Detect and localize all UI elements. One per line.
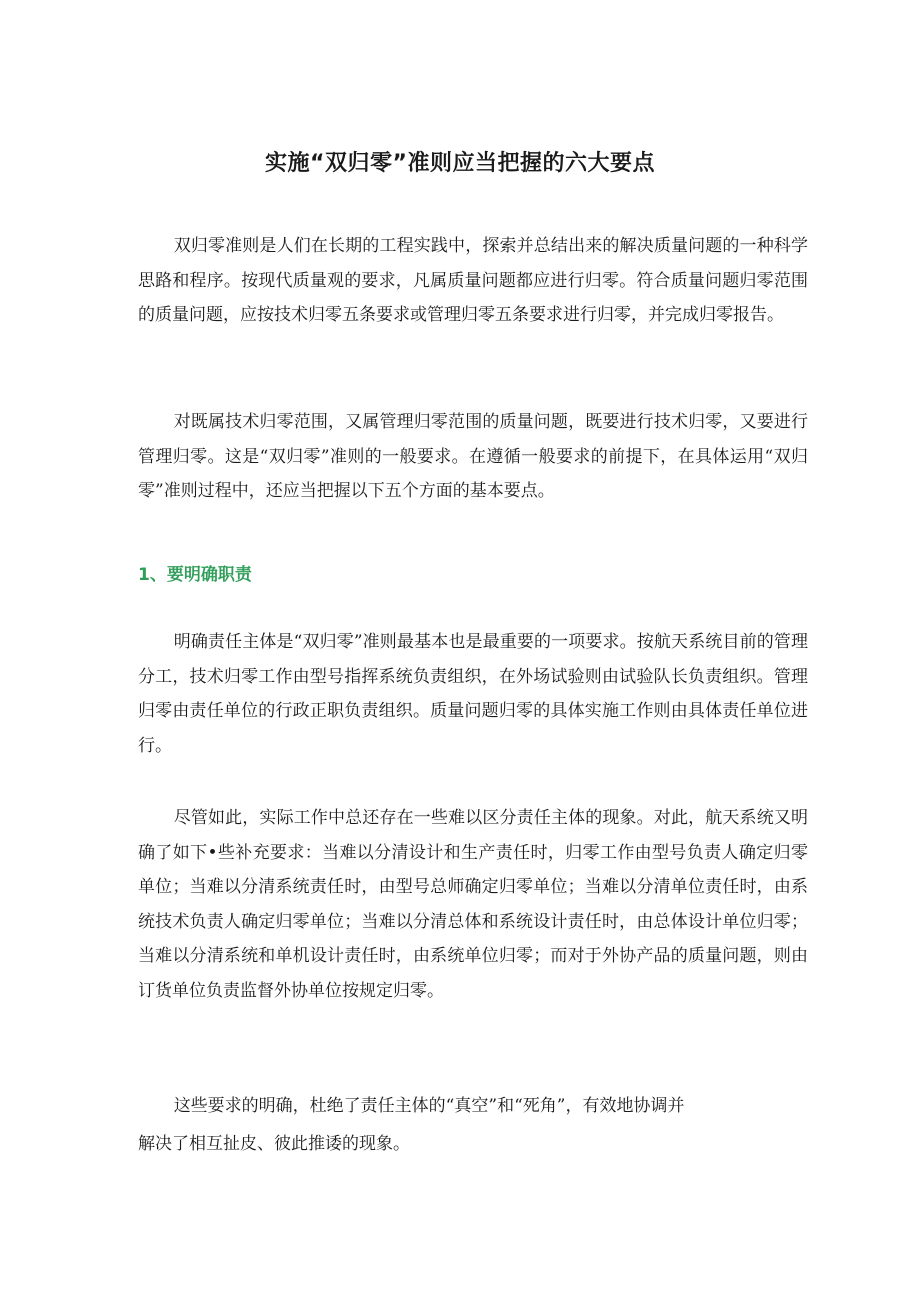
intro-paragraph-1: 双归零准则是人们在长期的工程实践中，探索并总结出来的解决质量问题的一种科学思路和程序。按现代质量观的要求，凡属质量问题都应进行归零。符合质量问题归零范围的质量问题，应按技术归零五条要求或管理归零五条要求进行归零，并完成归零报告。	[138, 236, 808, 325]
intro-paragraph-2: 对既属技术归零范围，又属管理归零范围的质量问题，既要进行技术归零，又要进行管理归零。这是“双归零”准则的一般要求。在遵循一般要求的前提下，在具体运用“双归零”准则过程中，还应当把握以下五个方面的基本要点。	[138, 412, 808, 501]
document-title: 实施“双归零”准则应当把握的六大要点	[265, 150, 655, 176]
section-heading: 1、要明确职责	[138, 565, 252, 585]
section-paragraph-3: 这些要求的明确，杜绝了责任主体的“真空”和“死角”，有效地协调并	[173, 1096, 685, 1116]
section-paragraph-4: 解决了相互扯皮、彼此推诿的现象。	[138, 1134, 410, 1154]
section-paragraph-2: 尽管如此，实际工作中总还存在一些难以区分责任主体的现象。对此，航天系统又明确了如下•些补充要求：当难以分清设计和生产责任时，归零工作由型号负责人确定归零单位；当难以分清系统责任时，由型号总师确定归零单位；当难以分清单位责任时，由系统技术负责人确定归零单位；当难以分清总体和系统设计责任时，由总体设计单位归零；当难以分清系统和单机设计责任时，由系统单位归零；而对于外协产品的质量问题，则由订货单位负责监督外协单位按规定归零。	[138, 808, 808, 1001]
section-paragraph-1: 明确责任主体是“双归零”准则最基本也是最重要的一项要求。按航天系统目前的管理分工，技术归零工作由型号指挥系统负责组织，在外场试验则由试验队长负责组织。管理归零由责任单位的行政正职负责组织。质量问题归零的具体实施工作则由具体责任单位进行。	[138, 632, 808, 756]
